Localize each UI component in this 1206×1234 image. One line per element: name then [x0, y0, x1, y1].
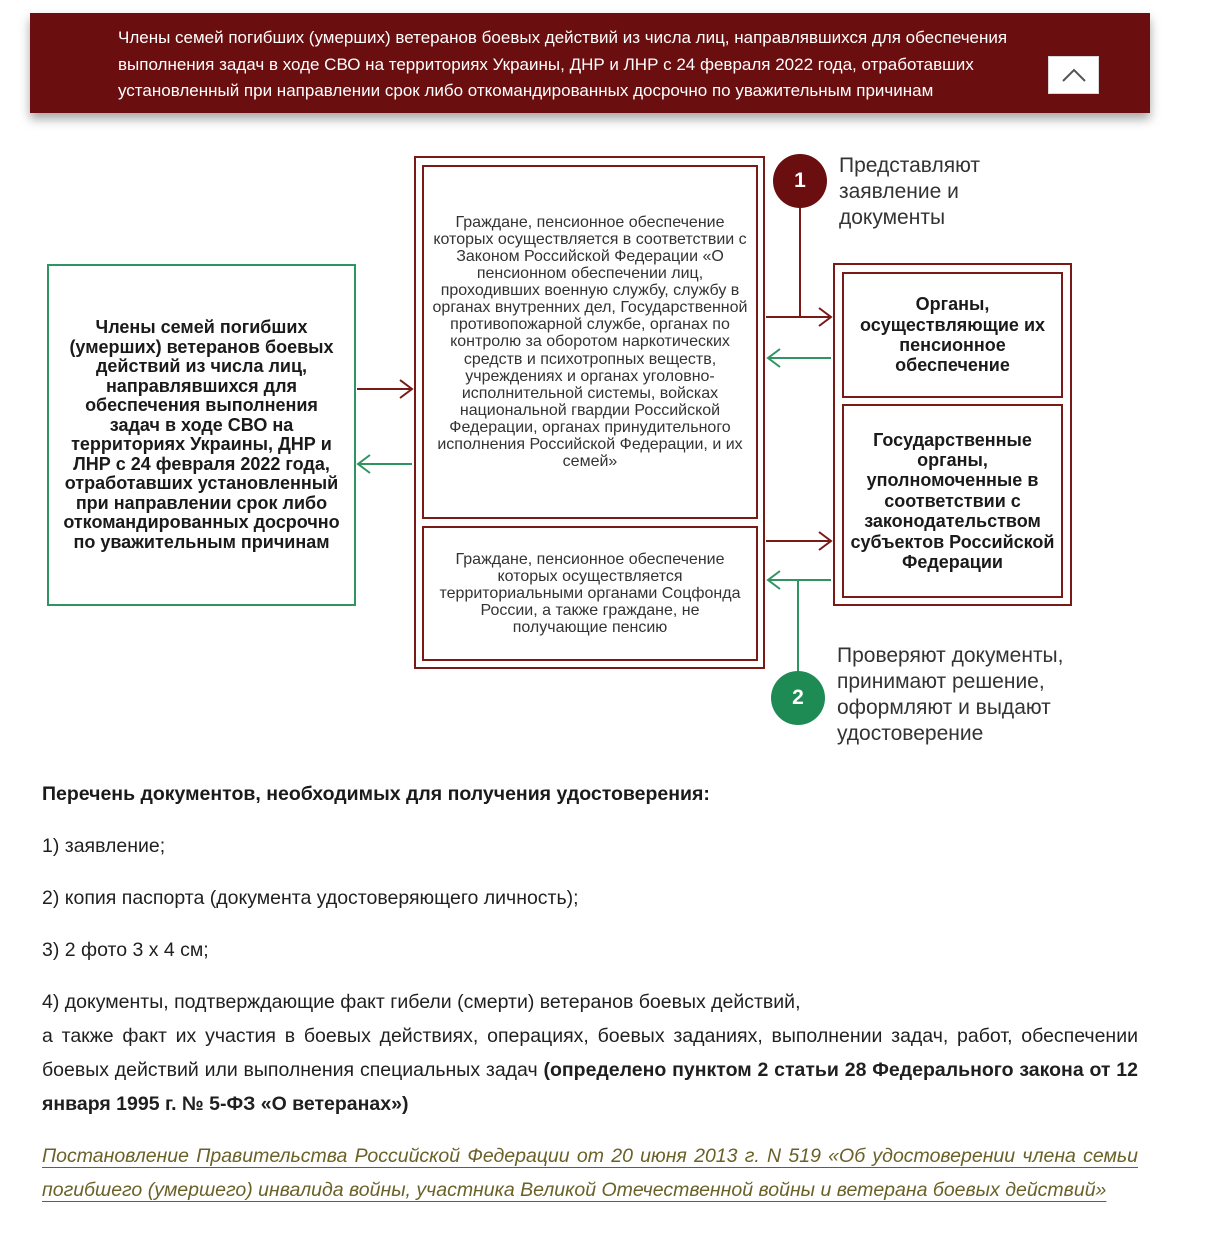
- citizens-socfund-text: Граждане, пенсионное обеспечение которых осуществляется территориальными органами Соцфонда России, а также граждане, не получающие пенсию: [439, 550, 741, 637]
- arrow-from-state-bodies: [768, 571, 831, 589]
- step-1-caption: Представляют заявление и документы: [839, 154, 981, 229]
- citizens-military-box: [422, 165, 758, 519]
- applicant-box: [47, 264, 356, 606]
- step-2-caption: Проверяют документы, принимают решение, оформляют и выдают удостоверение: [837, 644, 1064, 745]
- pension-bodies-text: Органы, осуществляющие их пенсионное обеспечение: [859, 294, 1046, 376]
- banner-title: Члены семей погибших (умерших) ветеранов боевых действий из числа лиц, направлявшихся для обеспечения выполнения задач в ходе СВО на территориях Украины, ДНР и ЛНР с 24 февраля 2022 года, отработавших установленный при направлении срок либо откомандированных досрочно по уважительным причинам: [118, 28, 1008, 100]
- section-header-banner: [30, 13, 1150, 113]
- document-item-4-first-line: 4) документы, подтверждающие факт гибели (смерти) ветеранов боевых действий,: [42, 991, 801, 1013]
- arrow-to-state-bodies: [766, 532, 831, 550]
- state-bodies-text: Государственные органы, уполномоченные в соответствии с законодательством субъектов Российской Федерации: [850, 429, 1055, 573]
- document-item: 3) 2 фото 3 х 4 см;: [42, 939, 209, 961]
- document-item-4: [42, 985, 1138, 1121]
- chevron-up-icon: [1061, 67, 1087, 83]
- documents-heading: Перечень документов, необходимых для получения удостоверения:: [42, 783, 710, 805]
- document-item: 1) заявление;: [42, 835, 166, 857]
- arrow-from-pension-bodies: [768, 349, 831, 367]
- government-decree-link[interactable]: Постановление Правительства Российской Федерации от 20 июня 2013 г. N 519 «Об удостоверении члена семьи погибшего (умершего) инвалида войны, участника Великой Отечественной войны и ветерана боевых действий»: [42, 1145, 1138, 1201]
- arrow-to-pension-bodies: [766, 308, 831, 326]
- arrow-citizens-to-applicant: [358, 455, 412, 473]
- step-1-badge: 1: [773, 154, 827, 208]
- citizens-military-text: Граждане, пенсионное обеспечение которых осуществляется в соответствии с Законом Российской Федерации «О пенсионном обеспечении лиц, проходивших военную службу, службу в органах внутренних дел, Государственной противопожарной службе, органах по контролю за оборотом наркотических средств и психотропных веществ, учреждениях и органах уголовно-исполнительной системы, войсках национальной гвардии Российской Федерации, органах принудительного исполнения Российской Федерации, и их семей»: [432, 213, 748, 471]
- arrow-applicant-to-citizens: [357, 380, 412, 398]
- pension-bodies-box: [842, 272, 1063, 398]
- documents-section: [42, 777, 1138, 1207]
- law-reference: (определено пунктом 2 статьи 28 Федерального закона от 12 января 1995 г. № 5-ФЗ «О ветеранах»): [42, 1059, 1138, 1115]
- document-item-4-continuation: а также факт их участия в боевых действиях, операциях, боевых заданиях, выполнении задач, работ, обеспечении боевых действий или выполнения специальных задач: [42, 1025, 1138, 1081]
- document-item: 2) копия паспорта (документа удостоверяющего личность);: [42, 887, 579, 909]
- state-bodies-box: [842, 404, 1063, 598]
- step-2-badge: 2: [771, 671, 825, 725]
- citizens-socfund-box: [422, 526, 758, 661]
- applicant-box-text: Члены семей погибших (умерших) ветеранов боевых действий из числа лиц, направлявшихся для обеспечения выполнения задач в ходе СВО на территориях Украины, ДНР и ЛНР с 24 февраля 2022 года, отработавших установленный при направлении срок либо откомандированных досрочно по уважительным причинам: [63, 317, 340, 552]
- collapse-button[interactable]: [1048, 56, 1099, 94]
